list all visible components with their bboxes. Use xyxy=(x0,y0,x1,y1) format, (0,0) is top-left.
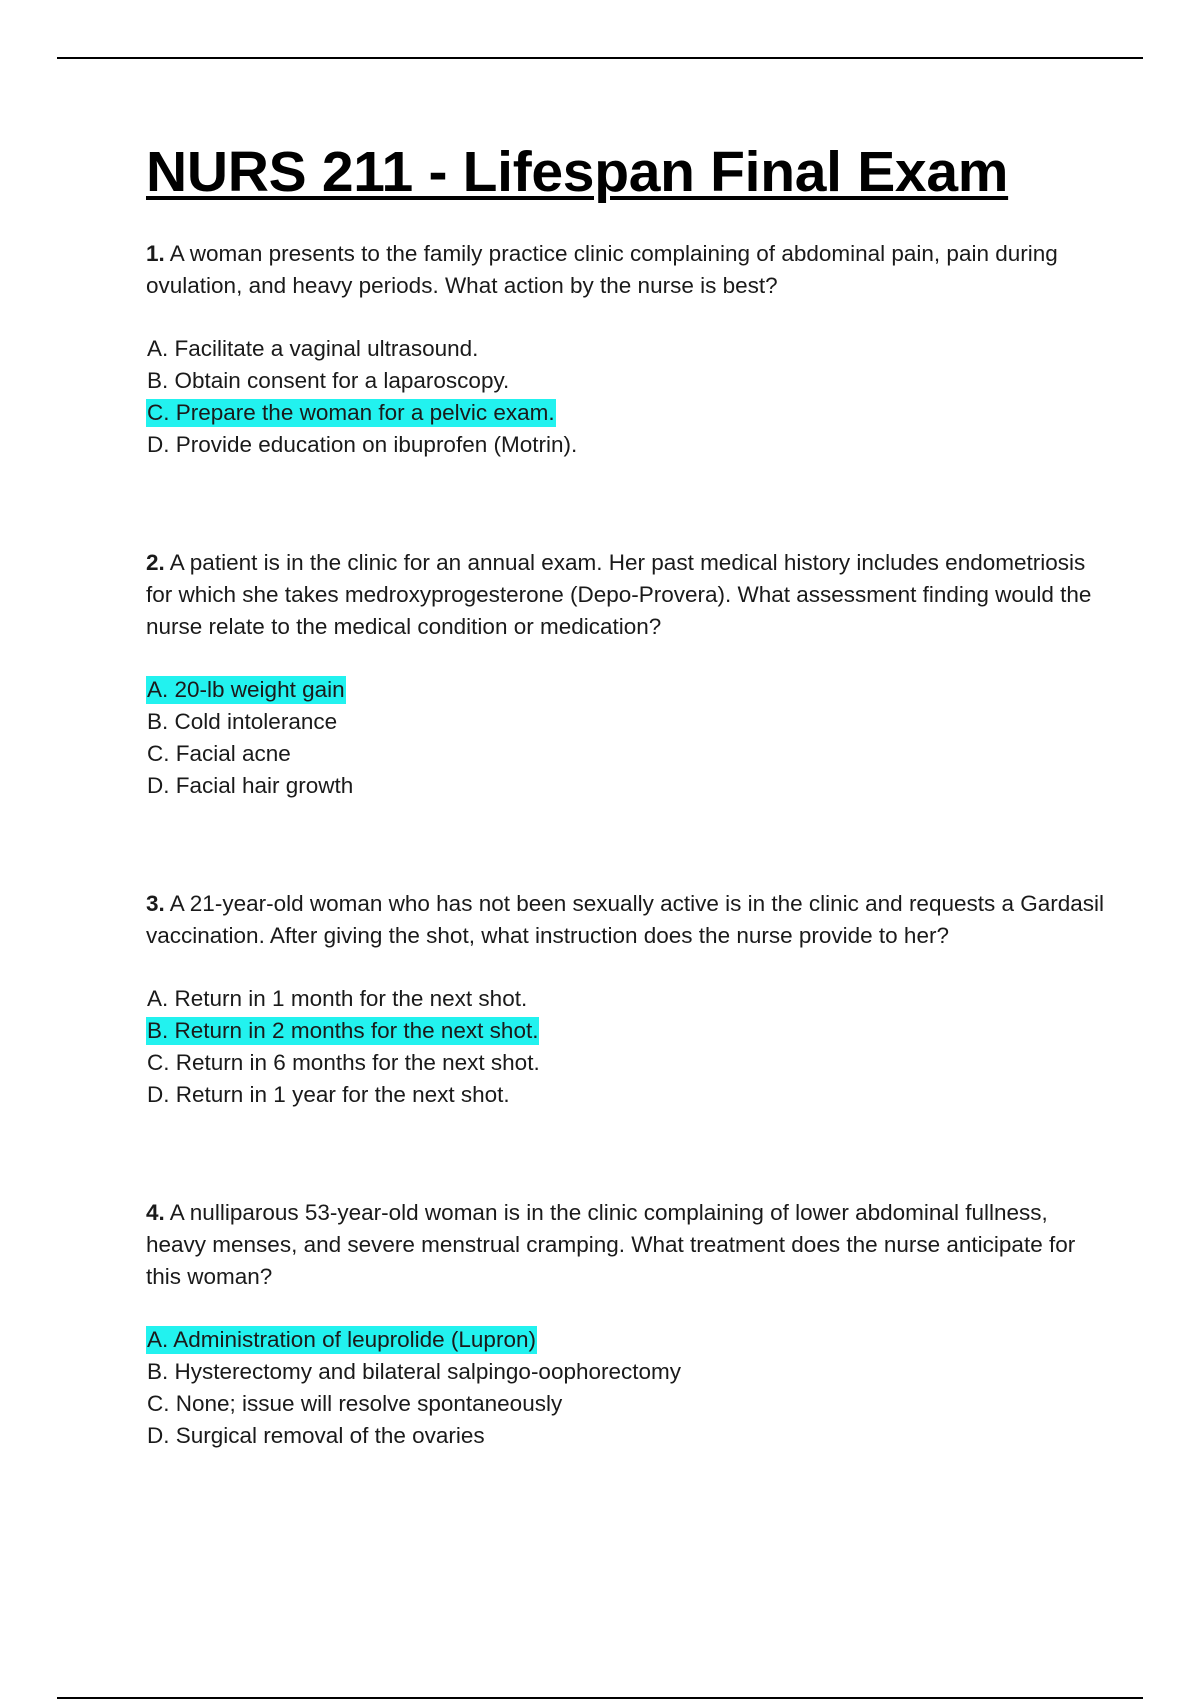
option-label: A. Facilitate a vaginal ultrasound. xyxy=(147,336,479,361)
question-2 xyxy=(146,547,1106,802)
question-1-option-b xyxy=(146,365,1106,397)
option-label: C. Prepare the woman for a pelvic exam. xyxy=(147,400,555,425)
option-label: C. None; issue will resolve spontaneously xyxy=(147,1391,563,1416)
question-2-option-c xyxy=(146,738,1106,770)
question-1-stem: A woman presents to the family practice clinic complaining of abdominal pain, pain during ovulation, and heavy periods. What action by the nurse is best? xyxy=(146,241,1058,298)
option-label: C. Facial acne xyxy=(147,741,291,766)
question-1-option-d xyxy=(146,429,1106,461)
header-rule xyxy=(57,57,1143,59)
option-label: A. Administration of leuprolide (Lupron) xyxy=(147,1327,536,1352)
option-label: B. Hysterectomy and bilateral salpingo-oophorectomy xyxy=(147,1359,682,1384)
question-1-number: 1. xyxy=(146,241,165,266)
question-1-options xyxy=(146,333,1106,461)
document-body xyxy=(146,140,1106,1452)
question-4-option-a xyxy=(146,1324,1106,1356)
option-label: D. Surgical removal of the ovaries xyxy=(147,1423,485,1448)
question-4-stem: A nulliparous 53-year-old woman is in the clinic complaining of lower abdominal fullness, heavy menses, and severe menstrual cramping. What treatment does the nurse anticipate for this woman? xyxy=(146,1200,1076,1289)
question-4-option-c xyxy=(146,1388,1106,1420)
question-4-number: 4. xyxy=(146,1200,165,1225)
question-4-options xyxy=(146,1324,1106,1452)
option-label: A. 20-lb weight gain xyxy=(147,677,345,702)
option-label: D. Return in 1 year for the next shot. xyxy=(147,1082,510,1107)
question-4-option-b xyxy=(146,1356,1106,1388)
question-2-option-a xyxy=(146,674,1106,706)
question-3-stem: A 21-year-old woman who has not been sexually active is in the clinic and requests a Gardasil vaccination. After giving the shot, what instruction does the nurse provide to her? xyxy=(146,891,1105,948)
question-2-stem: A patient is in the clinic for an annual exam. Her past medical history includes endometriosis for which she takes medroxyprogesterone (Depo-Provera). What assessment finding would the nurse relate to the medical condition or medication? xyxy=(146,550,1092,639)
question-2-option-b xyxy=(146,706,1106,738)
question-3-number: 3. xyxy=(146,891,165,916)
question-3-options xyxy=(146,983,1106,1111)
option-label: B. Obtain consent for a laparoscopy. xyxy=(147,368,510,393)
question-4 xyxy=(146,1197,1106,1452)
question-1-text xyxy=(146,238,1106,302)
option-label: D. Facial hair growth xyxy=(147,773,354,798)
document-title: NURS 211 - Lifespan Final Exam xyxy=(146,140,1009,204)
question-4-option-d xyxy=(146,1420,1106,1452)
question-1-option-a xyxy=(146,333,1106,365)
question-3-option-d xyxy=(146,1079,1106,1111)
question-3-option-b xyxy=(146,1015,1106,1047)
option-label: D. Provide education on ibuprofen (Motrin). xyxy=(147,432,578,457)
question-1 xyxy=(146,238,1106,461)
option-label: C. Return in 6 months for the next shot. xyxy=(147,1050,540,1075)
question-2-option-d xyxy=(146,770,1106,802)
option-label: B. Return in 2 months for the next shot. xyxy=(147,1018,539,1043)
question-3 xyxy=(146,888,1106,1111)
question-3-text xyxy=(146,888,1106,952)
option-label: A. Return in 1 month for the next shot. xyxy=(147,986,528,1011)
question-2-number: 2. xyxy=(146,550,165,575)
question-4-text xyxy=(146,1197,1106,1293)
question-1-option-c xyxy=(146,397,1106,429)
option-label: B. Cold intolerance xyxy=(147,709,338,734)
question-2-text xyxy=(146,547,1106,643)
question-3-option-a xyxy=(146,983,1106,1015)
question-2-options xyxy=(146,674,1106,802)
footer-rule xyxy=(57,1697,1143,1699)
question-3-option-c xyxy=(146,1047,1106,1079)
